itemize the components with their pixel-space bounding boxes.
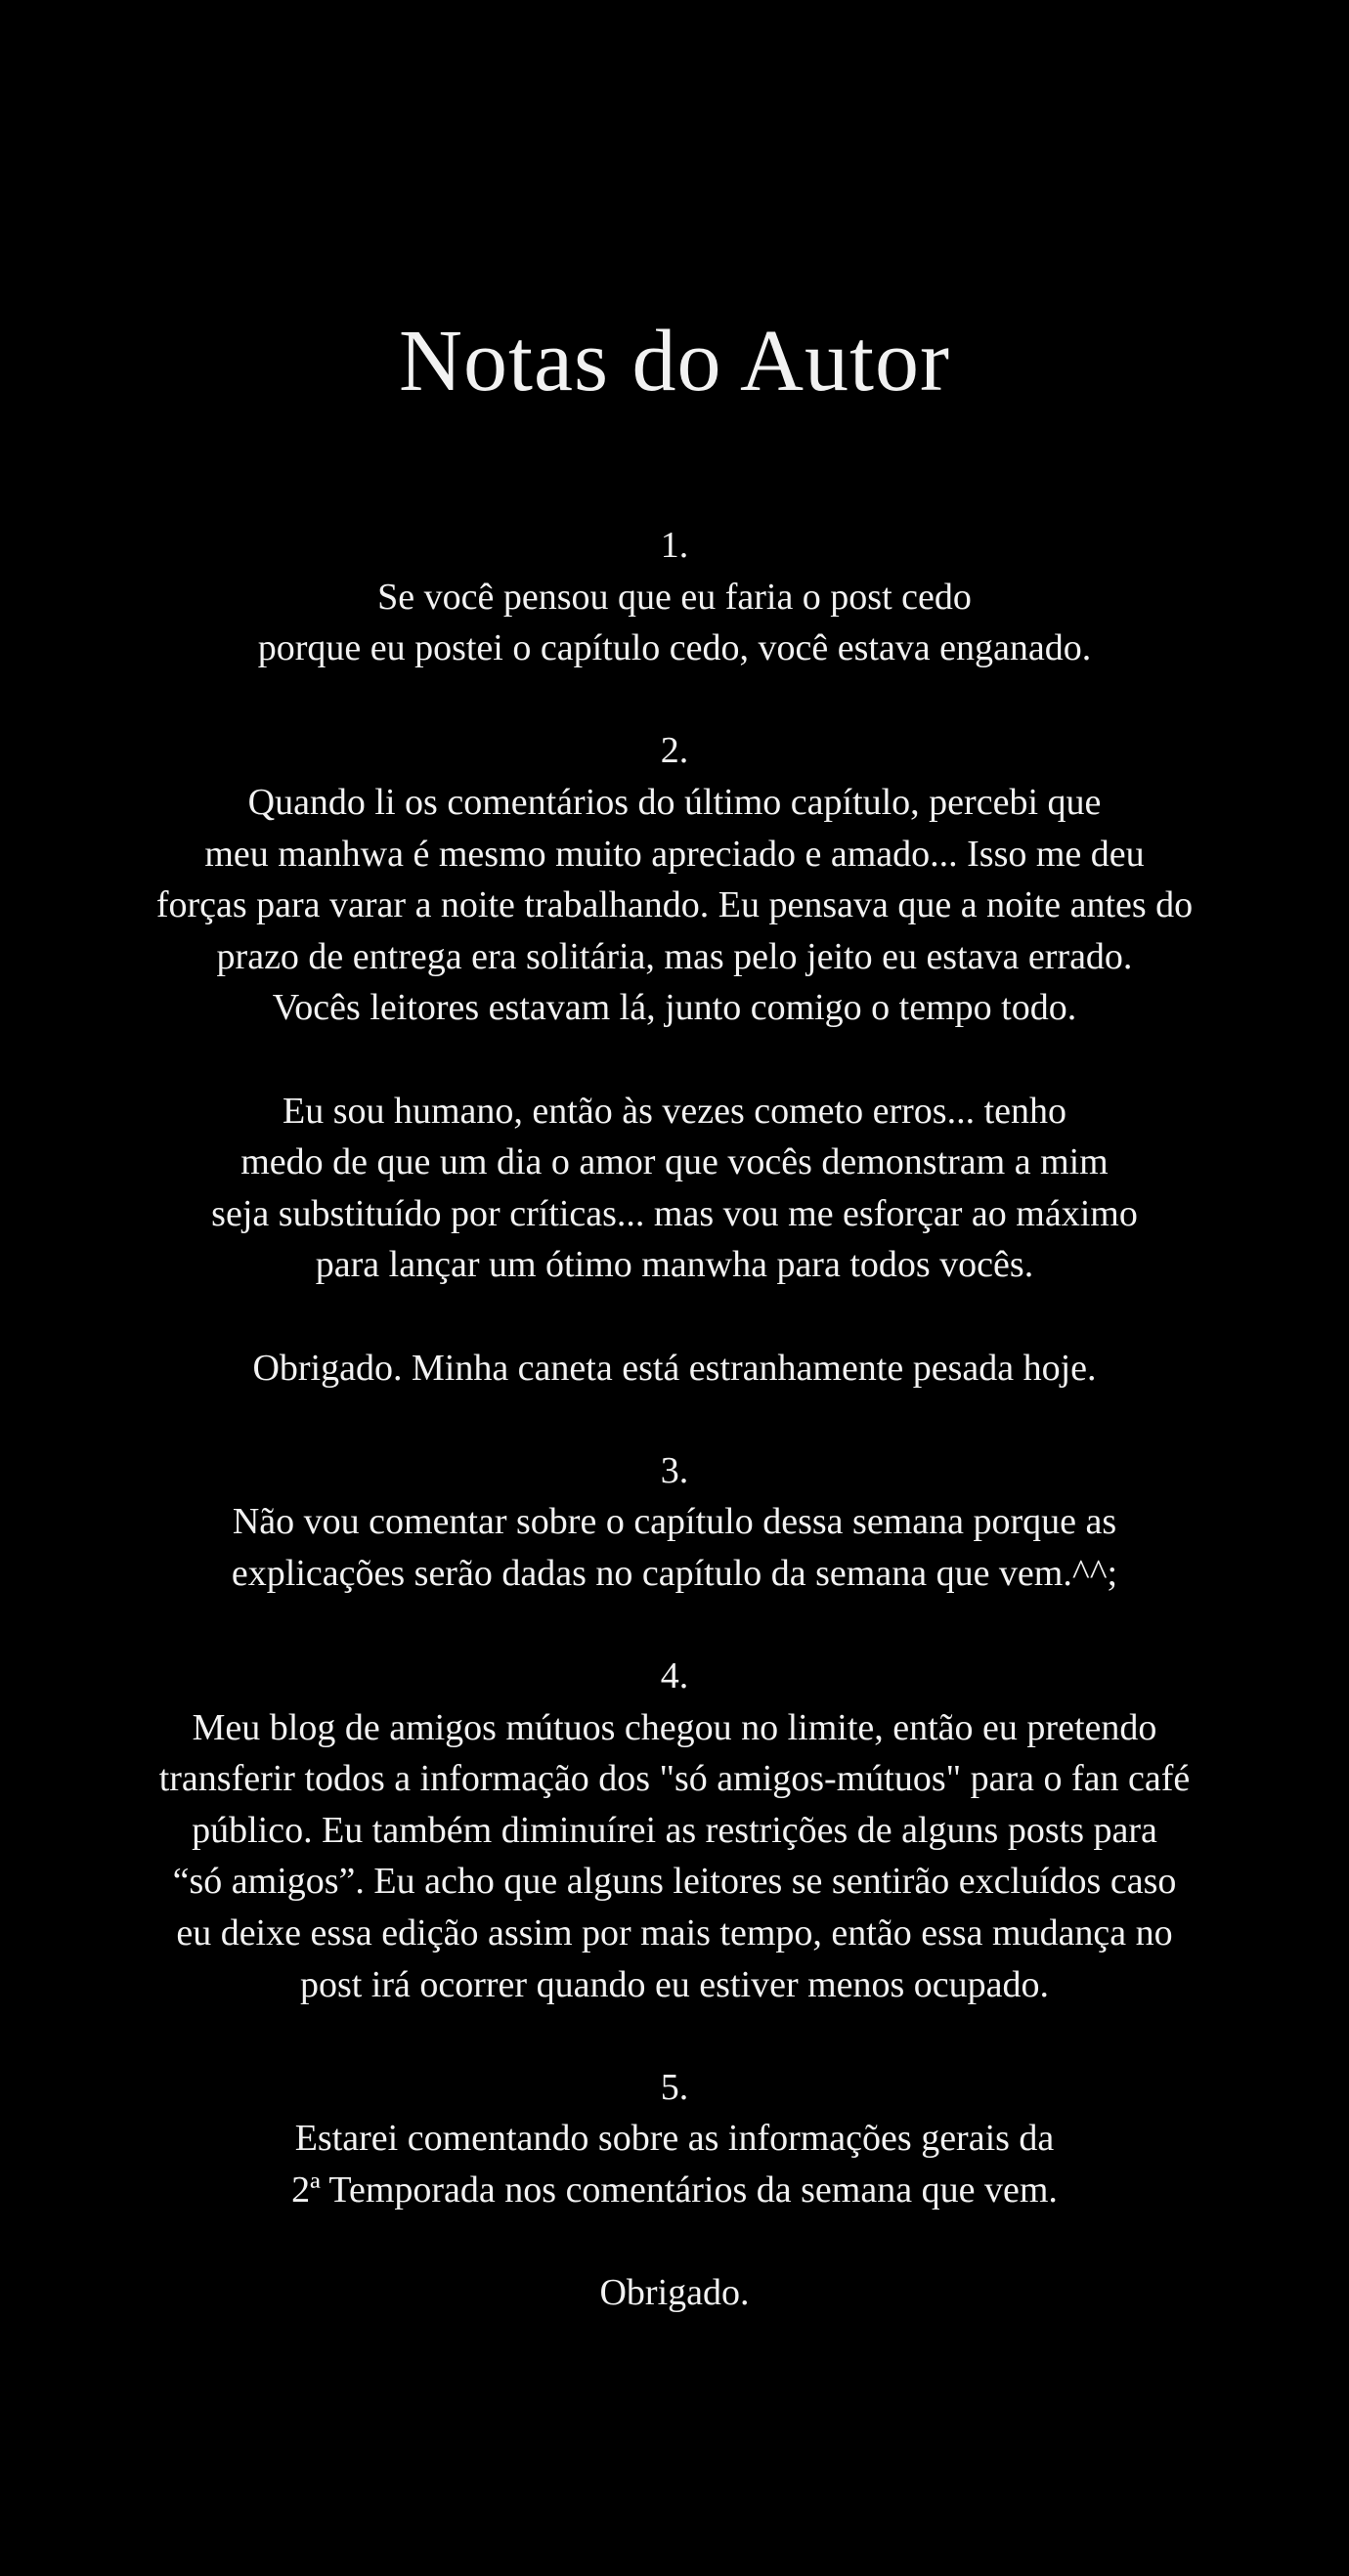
note-line: 2ª Temporada nos comentários da semana que vem.: [291, 2169, 1058, 2211]
blank-line: [39, 1394, 1310, 1445]
blank-line: [39, 674, 1310, 726]
note-line: forças para varar a noite trabalhando. Eu pensava que a noite antes do: [155, 884, 1194, 926]
note-line: eu deixe essa edição assim por mais tempo, então essa mudança no: [176, 1912, 1173, 1954]
note-line: post irá ocorrer quando eu estiver menos ocupado.: [299, 1963, 1050, 2005]
closing-text: Obrigado.: [599, 2272, 750, 2314]
note-line: porque eu postei o capítulo cedo, você estava enganado.: [257, 627, 1092, 669]
note-line: Vocês leitores estavam lá, junto comigo o tempo todo.: [272, 987, 1077, 1029]
note-line: Quando li os comentários do último capítulo, percebi que: [247, 781, 1102, 823]
section-number: 4.: [660, 1655, 689, 1697]
note-line: medo de que um dia o amor que vocês demonstram a mim: [240, 1141, 1109, 1183]
section-number: 1.: [660, 525, 689, 566]
notes-body: [39, 520, 1310, 2319]
note-line: transferir todos a informação dos "só amigos-mútuos" para o fan café: [158, 1758, 1191, 1800]
blank-line: [39, 1034, 1310, 1086]
blank-line: [39, 2216, 1310, 2268]
note-line: prazo de entrega era solitária, mas pelo jeito eu estava errado.: [216, 935, 1133, 977]
note-line: Eu sou humano, então às vezes cometo erros... tenho: [283, 1090, 1066, 1132]
section-number: 2.: [660, 730, 689, 772]
blank-line: [39, 1291, 1310, 1343]
section-number: 5.: [660, 2066, 689, 2108]
note-line: Meu blog de amigos mútuos chegou no limite, então eu pretendo: [192, 1706, 1157, 1748]
note-line: público. Eu também diminuírei as restrições de alguns posts para: [192, 1809, 1157, 1851]
note-line: Obrigado. Minha caneta está estranhamente pesada hoje.: [252, 1347, 1097, 1389]
note-line: “só amigos”. Eu acho que alguns leitores se sentirão excluídos caso: [172, 1861, 1177, 1903]
note-line: meu manhwa é mesmo muito apreciado e amado... Isso me deu: [204, 833, 1145, 875]
note-line: Se você pensou que eu faria o post cedo: [377, 576, 972, 618]
section-number: 3.: [660, 1449, 689, 1491]
page-title: Notas do Autor: [399, 313, 950, 409]
note-line: seja substituído por críticas... mas vou me esforçar ao máximo: [211, 1192, 1138, 1234]
note-line: para lançar um ótimo manwha para todos vocês.: [315, 1244, 1034, 1286]
blank-line: [39, 1599, 1310, 1651]
note-line: Não vou comentar sobre o capítulo dessa semana porque as: [232, 1501, 1117, 1543]
blank-line: [39, 2010, 1310, 2062]
note-line: Estarei comentando sobre as informações gerais da: [294, 2118, 1055, 2160]
note-line: explicações serão dadas no capítulo da semana que vem.^^;: [231, 1552, 1118, 1594]
